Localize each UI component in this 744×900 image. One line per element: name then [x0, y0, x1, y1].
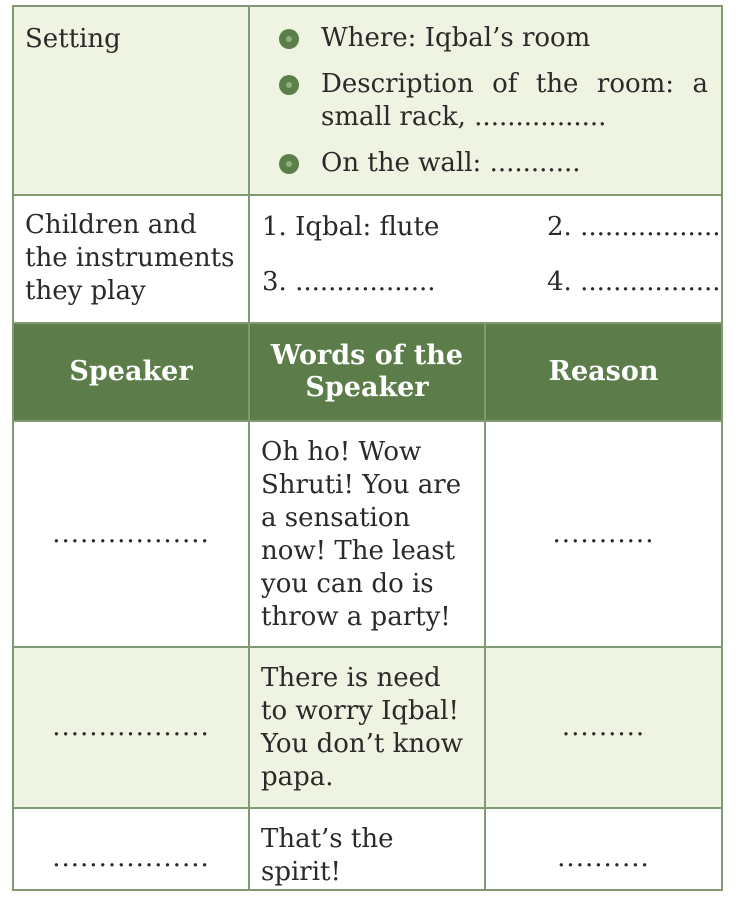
- speaker-words: Oh ho! Wow Shruti! You are a sensation now! The least you can do is throw a party!: [249, 421, 485, 647]
- flower-bullet-icon: [279, 154, 299, 174]
- header-words: Words of the Speaker: [249, 323, 485, 421]
- setting-bullet-item: [279, 68, 708, 134]
- children-instruments: [249, 195, 722, 323]
- reason-blank: ..........: [485, 808, 722, 890]
- speaker-blank: .................: [13, 647, 249, 808]
- setting-description: Description of the room: a small rack, ................: [321, 69, 709, 132]
- setting-label: Setting: [13, 6, 249, 195]
- table-row: [13, 808, 722, 890]
- header-reason: Reason: [485, 323, 722, 421]
- instrument-item-2: 2. .................: [547, 212, 721, 242]
- setting-details: [249, 6, 722, 195]
- speaker-blank: .................: [13, 421, 249, 647]
- instrument-item-1: 1. Iqbal: flute: [262, 212, 440, 242]
- instrument-item-3: 3. .................: [262, 267, 436, 297]
- instrument-list: [251, 197, 720, 321]
- speaker-words: There is need to worry Iqbal! You don’t know papa.: [249, 647, 485, 808]
- table-row: [13, 421, 722, 647]
- worksheet-table: [12, 5, 723, 891]
- speaker-words: That’s the spirit!: [249, 808, 485, 890]
- table-header-row: [13, 323, 722, 421]
- setting-wall: On the wall: ...........: [321, 148, 581, 178]
- instrument-item-4: 4. .................: [547, 267, 721, 297]
- flower-bullet-icon: [279, 29, 299, 49]
- children-label: Children and the instruments they play: [13, 195, 249, 323]
- table-row: [13, 647, 722, 808]
- worksheet: [12, 5, 721, 891]
- setting-bullet-item: [279, 22, 708, 55]
- setting-row: [13, 6, 722, 195]
- header-speaker: Speaker: [13, 323, 249, 421]
- flower-bullet-icon: [279, 75, 299, 95]
- speaker-blank: .................: [13, 808, 249, 890]
- reason-blank: ...........: [485, 421, 722, 647]
- setting-bullet-list: [251, 8, 720, 180]
- setting-where: Where: Iqbal’s room: [321, 23, 591, 53]
- children-row: [13, 195, 722, 323]
- reason-blank: .........: [485, 647, 722, 808]
- setting-bullet-item: [279, 147, 708, 180]
